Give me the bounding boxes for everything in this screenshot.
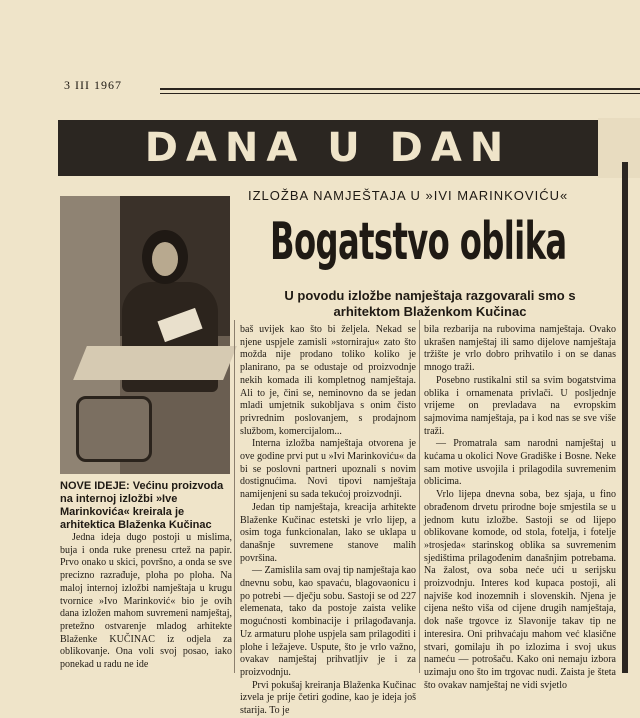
- paragraph: — Promatrala sam narodni namještaj u kućama u okolici Nove Gradiške i Bosne. Neke sam motive usvojila i prilagodila suvremenim oblicima.: [424, 438, 616, 488]
- paragraph: Vrlo lijepa dnevna soba, bez sjaja, u fino obrađenom drvetu prirodne boje smjestila se u jednom kutu izložbe. Sastoji se od lijepo oblikovane komode, od stola, fotelja, i fotelje »trosjeda« starinskog oblika sa suvremenim sjedištima prilagođenim današnjim potrebama. Na žalost, ova soba neće ući u serijsku proizvodnju. Interes kod kupaca postoji, ali najviše kod inozemnih i slovenskih. Njena je cijena nešto viša od cijene drugih namještaja, dok naše trgovce iz Slavonije takav tip ne interesira. Oni prihvaćaju mahom već klasične stvari, gomilaju ih po izlozima i svoj ukus nameću — potrošaču. Kako oni nemaju izbora uzimaju ono što im trgovac nudi. Zaista je šteta što ovakav namještaj ne vidi svjetlo: [424, 489, 616, 691]
- photo-person-face: [152, 242, 178, 276]
- paragraph: Interna izložba namještaja otvorena je ove godine prvi put u »Ivi Marinkoviću« da bi se poslovni partneri upoznali s novim dostignućima. Novi tipovi namještaja namijenjeni su sada tekućoj proizvodnji.: [240, 438, 416, 501]
- section-banner: DANA U DAN: [58, 120, 598, 176]
- paragraph: — Zamislila sam ovaj tip namještaja kao dnevnu sobu, kao spavaću, blagovaonicu i po potrebi — dječju sobu. Sastoji se od 227 elemenata, tako da postoje zaista velike mogućnosti kombinacije i prilagođavanja. Uz armaturu plohe uspjela sam prilagoditi i plohe i ležajeve. Uspute, što je vrlo važno, ovakav namještaj prihvatljiv je i za proizvodnju.: [240, 565, 416, 678]
- column-rule-2: [419, 320, 420, 673]
- text-column-2: [240, 324, 416, 717]
- photo-table: [73, 346, 237, 380]
- article-deck: U povodu izložbe namještaja razgovarali smo s arhitektom Blaženkom Kučinac: [284, 288, 576, 319]
- article-photo: [60, 196, 230, 474]
- article-headline: Bogatstvo oblika: [270, 212, 567, 272]
- article-kicker: IZLOŽBA NAMJEŠTAJA U »IVI MARINKOVIĆU«: [248, 188, 569, 203]
- paragraph: Jedna ideja dugo postoji u mislima, buja i onda ruke prenesu crtež na papir. Prvo onako u skici, površno, a onda se sve precizno razrađuje, ploha po ploha. Na maloj internoj izložbi namještaja u krugu tvornice »Ivo Marinković« bio je ovih dana izložen mahom suvremeni namještaj, pretežno ostvarenje mladog arhitekte Blaženke KUČINAC iz odjela za oblikovanje. Ona voli svoj posao, iako ponekad u radu ne ide: [60, 532, 232, 671]
- column-rule-1: [234, 320, 235, 673]
- photo-stool: [76, 396, 152, 462]
- paragraph: Jedan tip namještaja, kreacija arhitekte Blaženke Kučinac estetski je vrlo lijep, a osim toga funkcionalan, lako se uklapa u današnje suvremene stanove malih površina.: [240, 501, 416, 564]
- issue-date: 3 III 1967: [64, 78, 122, 92]
- header-rule: [160, 88, 640, 90]
- photo-caption: NOVE IDEJE: Većinu proizvoda na internoj izložbi »Ive Marinkovića« kreirala je arhitektica Blaženka Kučinac: [60, 480, 224, 531]
- banner-edge: [598, 118, 640, 178]
- text-column-3: [424, 324, 616, 691]
- column-divider-bar: [622, 162, 628, 673]
- paragraph: Prvi pokušaj kreiranja Blaženka Kučinac izvela je prije četiri godine, kao je ideja još starija. To je: [240, 679, 416, 717]
- header-rule-thin: [160, 93, 640, 94]
- paragraph: bila rezbarija na rubovima namještaja. Ovako ukrašen namještaj ili samo dijelove namještaja tržište je vrlo dobro prihvatilo i on se danas mnogo traži.: [424, 324, 616, 374]
- text-column-1: [60, 532, 232, 673]
- paragraph: Posebno rustikalni stil sa svim bogatstvima oblika i ornamenata privlači. U posljednje vrijeme on prevladava na evropskim sajmovima namještaja, pa i kod nas se sve više traži.: [424, 374, 616, 437]
- paragraph: baš uvijek kao što bi željela. Nekad se njene uspjele zamisli »storniraju« zato što možda nije prodano toliko koliko je planirano, pa se odustaje od proizvodnje nekih komada ili kompletnog namještaja. Ali to je, čini se, neminovno da se jedan mladi umjetnik sukobljava s onim čisto privrednim poslovanjem, s prodajnom službom, komercijalom...: [240, 324, 416, 437]
